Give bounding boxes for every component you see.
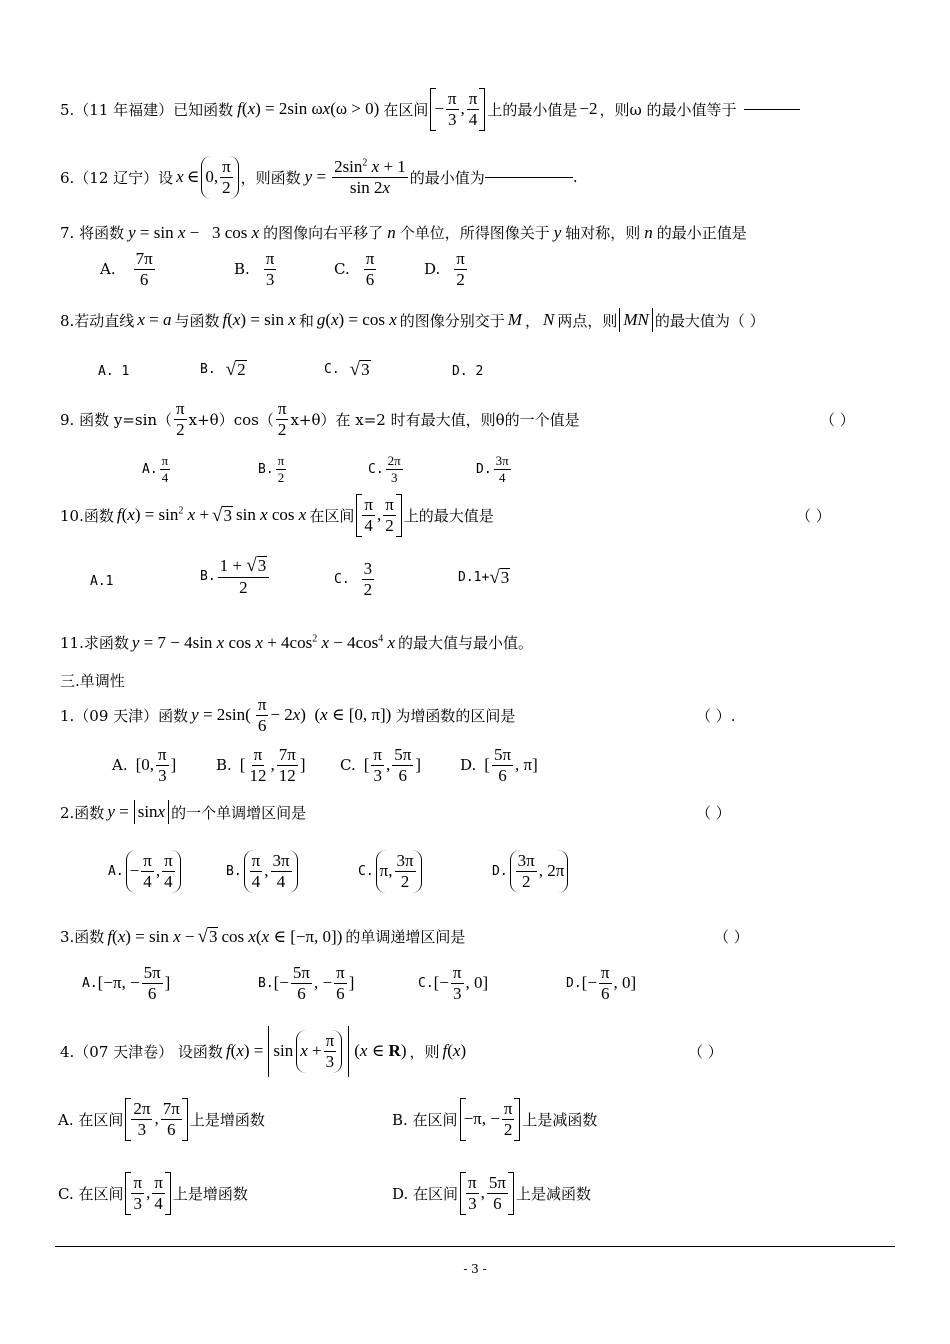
q8-option-a[interactable]: A. 1	[98, 364, 130, 379]
question-6: 6.（12 辽宁）设 x ∈ 0, $\frac{\pi}{2}$ ，则函数 y = $\frac{2\sin^2 x + 1}{\sin 2x}$ 的最小值为 .	[60, 157, 578, 197]
question-5-label: 5.（11 年福建）已知函数	[60, 100, 234, 119]
monotonic-question-4: 4.（07 天津卷） 设函数 f(x) = sin x + $\frac{\pi}{3}$ (x ∈ R) ，则 f(x) （ ）	[60, 1026, 469, 1077]
m2-option-a[interactable]: A. − $\frac{\pi}{4}$ , $\frac{\pi}{4}$	[108, 850, 183, 893]
m3-option-c[interactable]: C. [− $\frac{\pi}{3}$ , 0]	[418, 963, 489, 1003]
m2-option-b[interactable]: B. $\frac{\pi}{4}$ , $\frac{3\pi}{4}$	[226, 850, 300, 893]
answer-blank[interactable]	[744, 109, 800, 110]
monotonic-question-2: 2.函数 y = sin x 的一个单调增区间是 （ ）	[60, 800, 306, 824]
m4-option-d[interactable]: D. 在区间 $\frac{\pi}{3}$ , $\frac{5\pi}{6}$ 上是减函数	[392, 1173, 591, 1213]
q8-option-b[interactable]: B. √ 2	[200, 359, 246, 380]
m1-option-b[interactable]: B. [ $\frac{\pi}{12}$ , $\frac{7\pi}{12}$ ]	[216, 745, 306, 785]
question-5: 5.（11 年福建）已知函数 f(x) = 2sin ωx(ω > 0) 在区间 − $\frac{\pi}{3}$ , $\frac{\pi}{4}$ 上的最小值是 −2 ，则ω 的最小值等于	[60, 88, 800, 131]
m4-option-b[interactable]: B. 在区间 −π, − $\frac{\pi}{2}$ 上是减函数	[392, 1099, 598, 1139]
question-7: 7. 将函数 y = sin x − 3 cos x 的图像向右平移了 n 个单位，所得图像关于 y 轴对称，则 n 的最小正值是	[60, 222, 747, 242]
q7-option-c[interactable]: C. $\frac{\pi}{6}$	[334, 249, 375, 289]
monotonic-question-3: 3.函数 f(x) = sin x − √ 3 cos x(x ∈ [−π, 0]) 的单调递增区间是 （ ）	[60, 925, 749, 947]
q9-option-b[interactable]: B. $\frac{\pi}{2}$	[258, 453, 285, 485]
m1-option-d[interactable]: D. [ $\frac{5\pi}{6}$ , π]	[460, 745, 538, 785]
q6-fraction: $\frac{2\sin^2 x + 1}{\sin 2x}$	[334, 157, 406, 197]
q10-option-c[interactable]: C. $\frac{3}{2}$	[334, 559, 373, 599]
m4-option-c[interactable]: C. 在区间 $\frac{\pi}{3}$ , $\frac{\pi}{4}$ 上是增函数	[58, 1173, 248, 1213]
q9-option-c[interactable]: C. $\frac{2\pi}{3}$	[368, 453, 401, 485]
m2-option-c[interactable]: C. π, $\frac{3\pi}{2}$	[358, 850, 424, 893]
q7-option-a[interactable]: A. $\frac{7\pi}{6}$	[100, 249, 153, 289]
m3-option-b[interactable]: B. [− $\frac{5\pi}{6}$ , − $\frac{\pi}{6}$ ]	[258, 963, 355, 1003]
m3-option-d[interactable]: D. [− $\frac{\pi}{6}$ , 0]	[566, 963, 637, 1003]
q5-interval: − $\frac{\pi}{3}$ , $\frac{\pi}{4}$	[430, 88, 485, 131]
page-number: - 3 -	[463, 1262, 487, 1276]
q9-option-d[interactable]: D. $\frac{3\pi}{4}$	[476, 453, 509, 485]
section-heading: 三.单调性	[60, 672, 125, 690]
q8-option-d[interactable]: D. 2	[452, 364, 484, 379]
q7-option-d[interactable]: D. $\frac{\pi}{2}$	[424, 249, 465, 289]
q8-abs-mn: MN	[619, 308, 653, 332]
q10-option-b[interactable]: B. 1 + √ 3 2	[200, 556, 271, 597]
q6-interval: 0, $\frac{\pi}{2}$	[201, 156, 238, 199]
m1-option-a[interactable]: A. [0, $\frac{\pi}{3}$ ]	[112, 745, 177, 785]
question-10: 10.函数 $f(x) = \sin^2 x$ + √ 3 sin x cos x 在区间 $\frac{\pi}{4}$ , $\frac{\pi}{2}$ 上的最大值是 （ ）	[60, 495, 831, 535]
question-9: 9. 函数 y=sin（ $\frac{\pi}{2}$ x+θ）cos（ $\frac{\pi}{2}$ x+θ）在 x=2 时有最大值，则θ的一个值是 （ ）	[60, 399, 855, 439]
question-8: 8.若动直线 x = a 与函数 f(x) = sin x 和 g(x) = cos x 的图像分别交于 M ， N 两点，则 MN 的最大值为（ ）	[60, 308, 765, 332]
m1-option-c[interactable]: C. [ $\frac{\pi}{3}$ , $\frac{5\pi}{6}$ ]	[340, 745, 421, 785]
q7-option-b[interactable]: B. $\frac{\pi}{3}$	[234, 249, 275, 289]
q9-option-a[interactable]: A. $\frac{\pi}{4}$	[142, 453, 169, 485]
q10-option-a[interactable]: A.1	[90, 574, 114, 589]
footer-divider	[55, 1246, 895, 1247]
m4-option-a[interactable]: A. 在区间 $\frac{2\pi}{3}$ , $\frac{7\pi}{6}$ 上是增函数	[58, 1099, 265, 1139]
q8-option-c[interactable]: C. √ 3	[324, 359, 370, 380]
answer-blank[interactable]	[485, 177, 573, 178]
question-11: 11.求函数 y = 7 − 4sin x $\cos x + 4\cos^2$ $x - 4\cos^4$ x 的最大值与最小值。	[60, 632, 534, 652]
q10-option-d[interactable]: D.1+ √ 3	[458, 567, 510, 588]
q5-function: f(x) = 2sin ωx(ω > 0)	[237, 99, 380, 119]
monotonic-question-1: 1.（09 天津）函数 y = 2sin( $\frac{\pi}{6}$ − 2x) (x ∈ [0, π]) 为增函数的区间是 （ ）.	[60, 695, 736, 735]
m2-option-d[interactable]: D. $\frac{3\pi}{2}$ , 2π	[492, 850, 570, 893]
m3-option-a[interactable]: A. [−π, − $\frac{5\pi}{6}$ ]	[82, 963, 171, 1003]
